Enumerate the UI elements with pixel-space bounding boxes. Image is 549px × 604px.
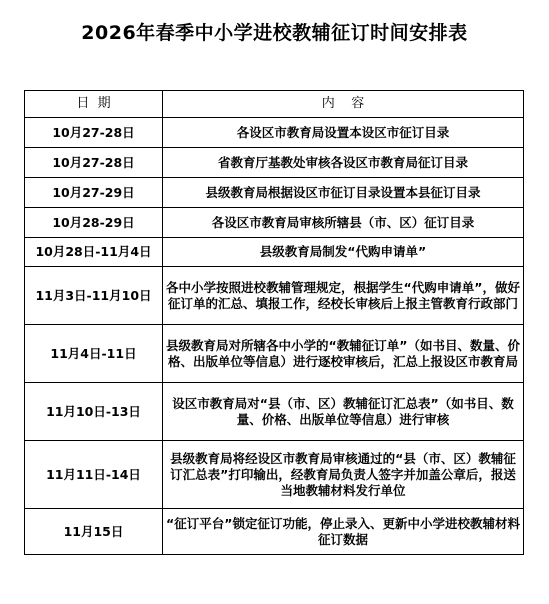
row-date: 10月28-29日 [25, 208, 163, 238]
table-header-row [25, 91, 524, 118]
row-date: 10月28日-11月4日 [25, 238, 163, 267]
row-content: 县级教育局根据设区市征订目录设置本县征订目录 [163, 178, 524, 208]
row-date: 10月27-29日 [25, 178, 163, 208]
table-row [25, 148, 524, 178]
column-header-date: 日 期 [25, 91, 163, 118]
table-row [25, 118, 524, 148]
row-date: 10月27-28日 [25, 118, 163, 148]
row-content: 各设区市教育局设置本设区市征订目录 [163, 118, 524, 148]
row-content: 县级教育局将经设区市教育局审核通过的“县（市、区）教辅征订汇总表”打印输出，经教育局负责人签字并加盖公章后，报送当地教辅材料发行单位 [163, 441, 524, 509]
row-date: 11月10日-13日 [25, 383, 163, 441]
row-content: 省教育厅基教处审核各设区市教育局征订目录 [163, 148, 524, 178]
schedule-table [24, 90, 524, 555]
table-row [25, 267, 524, 325]
page-title: 2026年春季中小学进校教辅征订时间安排表 [81, 22, 468, 44]
row-content: 县级教育局制发“代购申请单” [163, 238, 524, 267]
table-row [25, 441, 524, 509]
table-row [25, 383, 524, 441]
column-header-content: 内 容 [163, 91, 524, 118]
row-content: 各设区市教育局审核所辖县（市、区）征订目录 [163, 208, 524, 238]
table-row [25, 325, 524, 383]
table-row [25, 178, 524, 208]
row-content: 设区市教育局对“县（市、区）教辅征订汇总表”（如书目、数量、价格、出版单位等信息）进行审核 [163, 383, 524, 441]
row-date: 11月4日-11日 [25, 325, 163, 383]
table-row [25, 208, 524, 238]
row-date: 11月15日 [25, 509, 163, 555]
table-row [25, 238, 524, 267]
row-content: 各中小学按照进校教辅管理规定，根据学生“代购申请单”，做好征订单的汇总、填报工作，经校长审核后上报主管教育行政部门 [163, 267, 524, 325]
row-date: 10月27-28日 [25, 148, 163, 178]
row-content: 县级教育局对所辖各中小学的“教辅征订单”（如书目、数量、价格、出版单位等信息）进行逐校审核后，汇总上报设区市教育局 [163, 325, 524, 383]
row-date: 11月3日-11月10日 [25, 267, 163, 325]
row-content: “征订平台”锁定征订功能，停止录入、更新中小学进校教辅材料征订数据 [163, 509, 524, 555]
table-row [25, 509, 524, 555]
row-date: 11月11日-14日 [25, 441, 163, 509]
